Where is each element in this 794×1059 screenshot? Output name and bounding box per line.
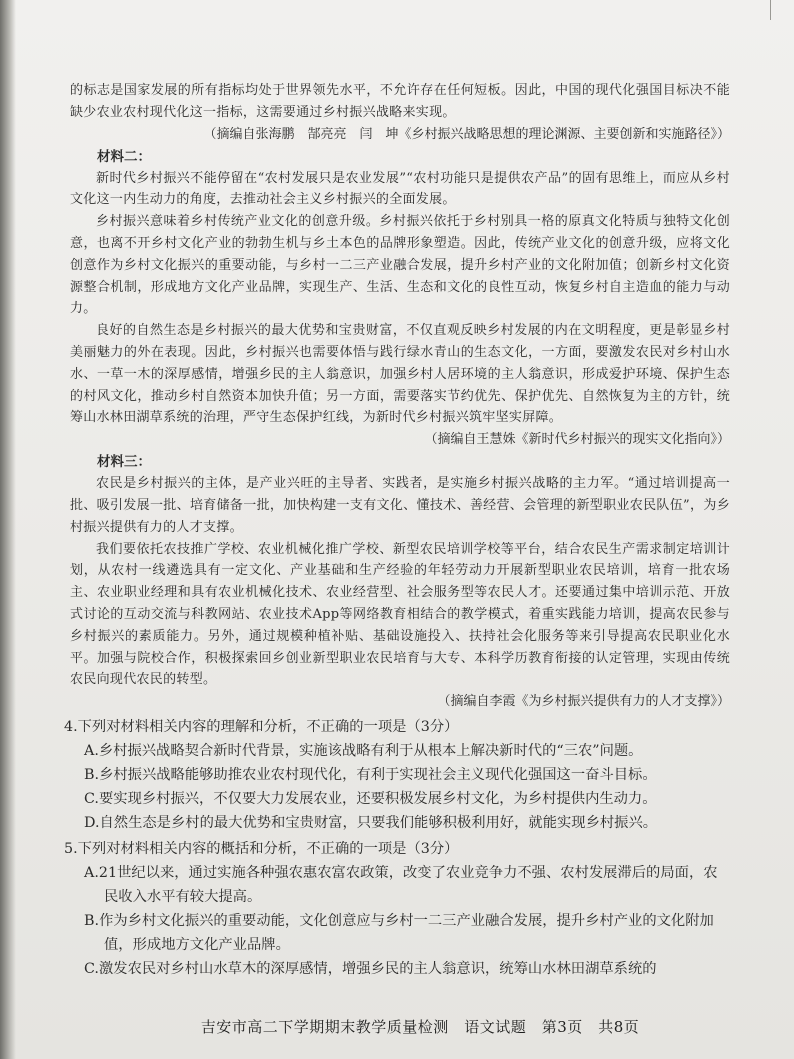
question-4-stem: 4.下列对材料相关内容的理解和分析，不正确的一项是（3分）: [64, 719, 459, 736]
option-text: 自然生态是乡村的最大优势和宝贵财富，只要我们能够积极利用好，就能实现乡村振兴。: [99, 815, 658, 832]
option-text: 作为乡村文化振兴的重要动能，文化创意应与乡村一二三产业融合发展，提升乡村产业的文化附加值，形成地方文化产业品牌。: [99, 913, 714, 954]
question-4-option-b: [84, 763, 730, 787]
material-2-paragraph: 乡村振兴意味着乡村传统产业文化的创意升级。乡村振兴依托于乡村别具一格的原真文化特质与独特文化创意，也离不开乡村文化产业的勃勃生机与乡土本色的品牌形象塑造。因此，传统产业文化的创意升级，应将文化创意作为乡村文化振兴的重要动能，与乡村一二三产业融合发展，提升乡村产业的文化附加值；创新乡村文化资源整合机制，形成地方文化产业品牌，实现生产、生活、生态和文化的良性互动，恢复乡村自主造血的能力与动力。: [70, 214, 730, 317]
question-4-option-c: [84, 787, 730, 811]
source-citation-1: （摘编自张海鹏 郜亮亮 闫 坤《乡村振兴战略思想的理论渊源、主要创新和实施路径》）: [203, 126, 730, 142]
source-citation-2: （摘编自王慧姝《新时代乡村振兴的现实文化指向》）: [424, 432, 730, 448]
option-letter: A.: [84, 743, 99, 760]
source-citation-3: （摘编自李霞《为乡村振兴提供有力的人才支撑》）: [437, 694, 730, 710]
question-5-option-a: [84, 861, 730, 909]
option-text: 21世纪以来，通过实施各种强农惠农富农政策，改变了农业竞争力不强、农村发展滞后的局面，农民收入水平有较大提高。: [98, 865, 718, 906]
question-5-option-c: [84, 957, 730, 981]
material-3-paragraph: 农民是乡村振兴的主体，是产业兴旺的主导者、实践者，是实施乡村振兴战略的主力军。“通过培训提高一批、吸引发展一批、培育储备一批，加快构建一支有文化、懂技术、善经营、会管理的新型职业农民队伍”，为乡村振兴提供有力的人才支撑。: [70, 476, 730, 535]
option-letter: A.: [84, 865, 99, 882]
page-footer: 吉安市高二下学期期末教学质量检测 语文试题 第3页 共8页: [200, 1018, 640, 1036]
option-text: 乡村振兴战略契合新时代背景，实施该战略有利于从根本上解决新时代的“三农”问题。: [98, 743, 643, 760]
option-text: 要实现乡村振兴，不仅要大力发展农业，还要积极发展乡村文化，为乡村提供内生动力。: [98, 791, 657, 808]
question-5-stem: 5.下列对材料相关内容的概括和分析，不正确的一项是（3分）: [64, 841, 459, 858]
page-left-shadow: [0, 0, 16, 1059]
material-3-heading: 材料三：: [97, 454, 151, 471]
page-fold-line: [770, 0, 771, 20]
question-5-option-b: [84, 909, 730, 957]
material-2-heading: 材料二：: [97, 148, 151, 165]
material-2-paragraph: 新时代乡村振兴不能停留在“农村发展只是农业发展”“农村功能只是提供农产品”的固有思维上，而应从乡村文化这一内生动力的角度，去推动社会主义乡村振兴的全面发展。: [70, 170, 730, 208]
page-text: [64, 80, 730, 981]
option-text: 乡村振兴战略能够助推农业农村现代化，有利于实现社会主义现代化强国这一奋斗目标。: [99, 767, 657, 784]
material-2-paragraph: 良好的自然生态是乡村振兴的最大优势和宝贵财富，不仅直观反映乡村发展的内在文明程度，更是彰显乡村美丽魅力的外在表现。因此，乡村振兴也需要体悟与践行绿水青山的生态文化，一方面，要激发农民对乡村山水水、一草一木的深厚感情，增强乡民的主人翁意识，加强乡村人居环境的主人翁意识，形成爱护环境、保护生态的村风文化，推动乡村自然资本加快升值；另一方面，需要落实节约优先、保护优先、自然恢复为主的方针，统筹山水林田湖草系统的治理，严守生态保护红线，为新时代乡村振兴筑牢坚实屏障。: [70, 323, 730, 426]
option-letter: B.: [84, 767, 100, 784]
option-letter: C.: [84, 791, 99, 808]
material-3-paragraph: 我们要依托农技推广学校、农业机械化推广学校、新型农民培训学校等平台，结合农民生产需求制定培训计划，从农村一线遴选具有一定文化、产业基础和生产经验的年轻劳动力开展新型职业农民培训，培育一批农场主、农业职业经理和具有农业机械化技术、农业经营型、社会服务型等农民人才。还要通过集中培训示范、开放式讨论的互动交流与科教网站、农业技术App等网络教育相结合的教学模式，着重实践能力培训，提高农民参与乡村振兴的素质能力。另外，通过规模种植补贴、基础设施投入、扶持社会化服务等来引导提高农民职业化水平。加强与院校合作，积极探索回乡创业新型职业农民培育与大专、本科学历教育衔接的认定管理，实现由传统农民向现代农民的转型。: [70, 541, 730, 688]
option-letter: C.: [84, 961, 99, 978]
question-4-option-a: [84, 739, 730, 763]
paragraph-continued: 的标志是国家发展的所有指标均处于世界领先水平，不允许存在任何短板。因此，中国的现代化强国目标决不能缺少农业农村现代化这一指标，这需要通过乡村振兴战略来实现。: [70, 83, 730, 120]
option-text: 激发农民对乡村山水草木的深厚感情，增强乡民的主人翁意识，统筹山水林田湖草系统的: [98, 961, 657, 978]
option-letter: B.: [84, 913, 100, 930]
option-letter: D.: [84, 815, 100, 832]
question-4-option-d: [84, 811, 730, 835]
